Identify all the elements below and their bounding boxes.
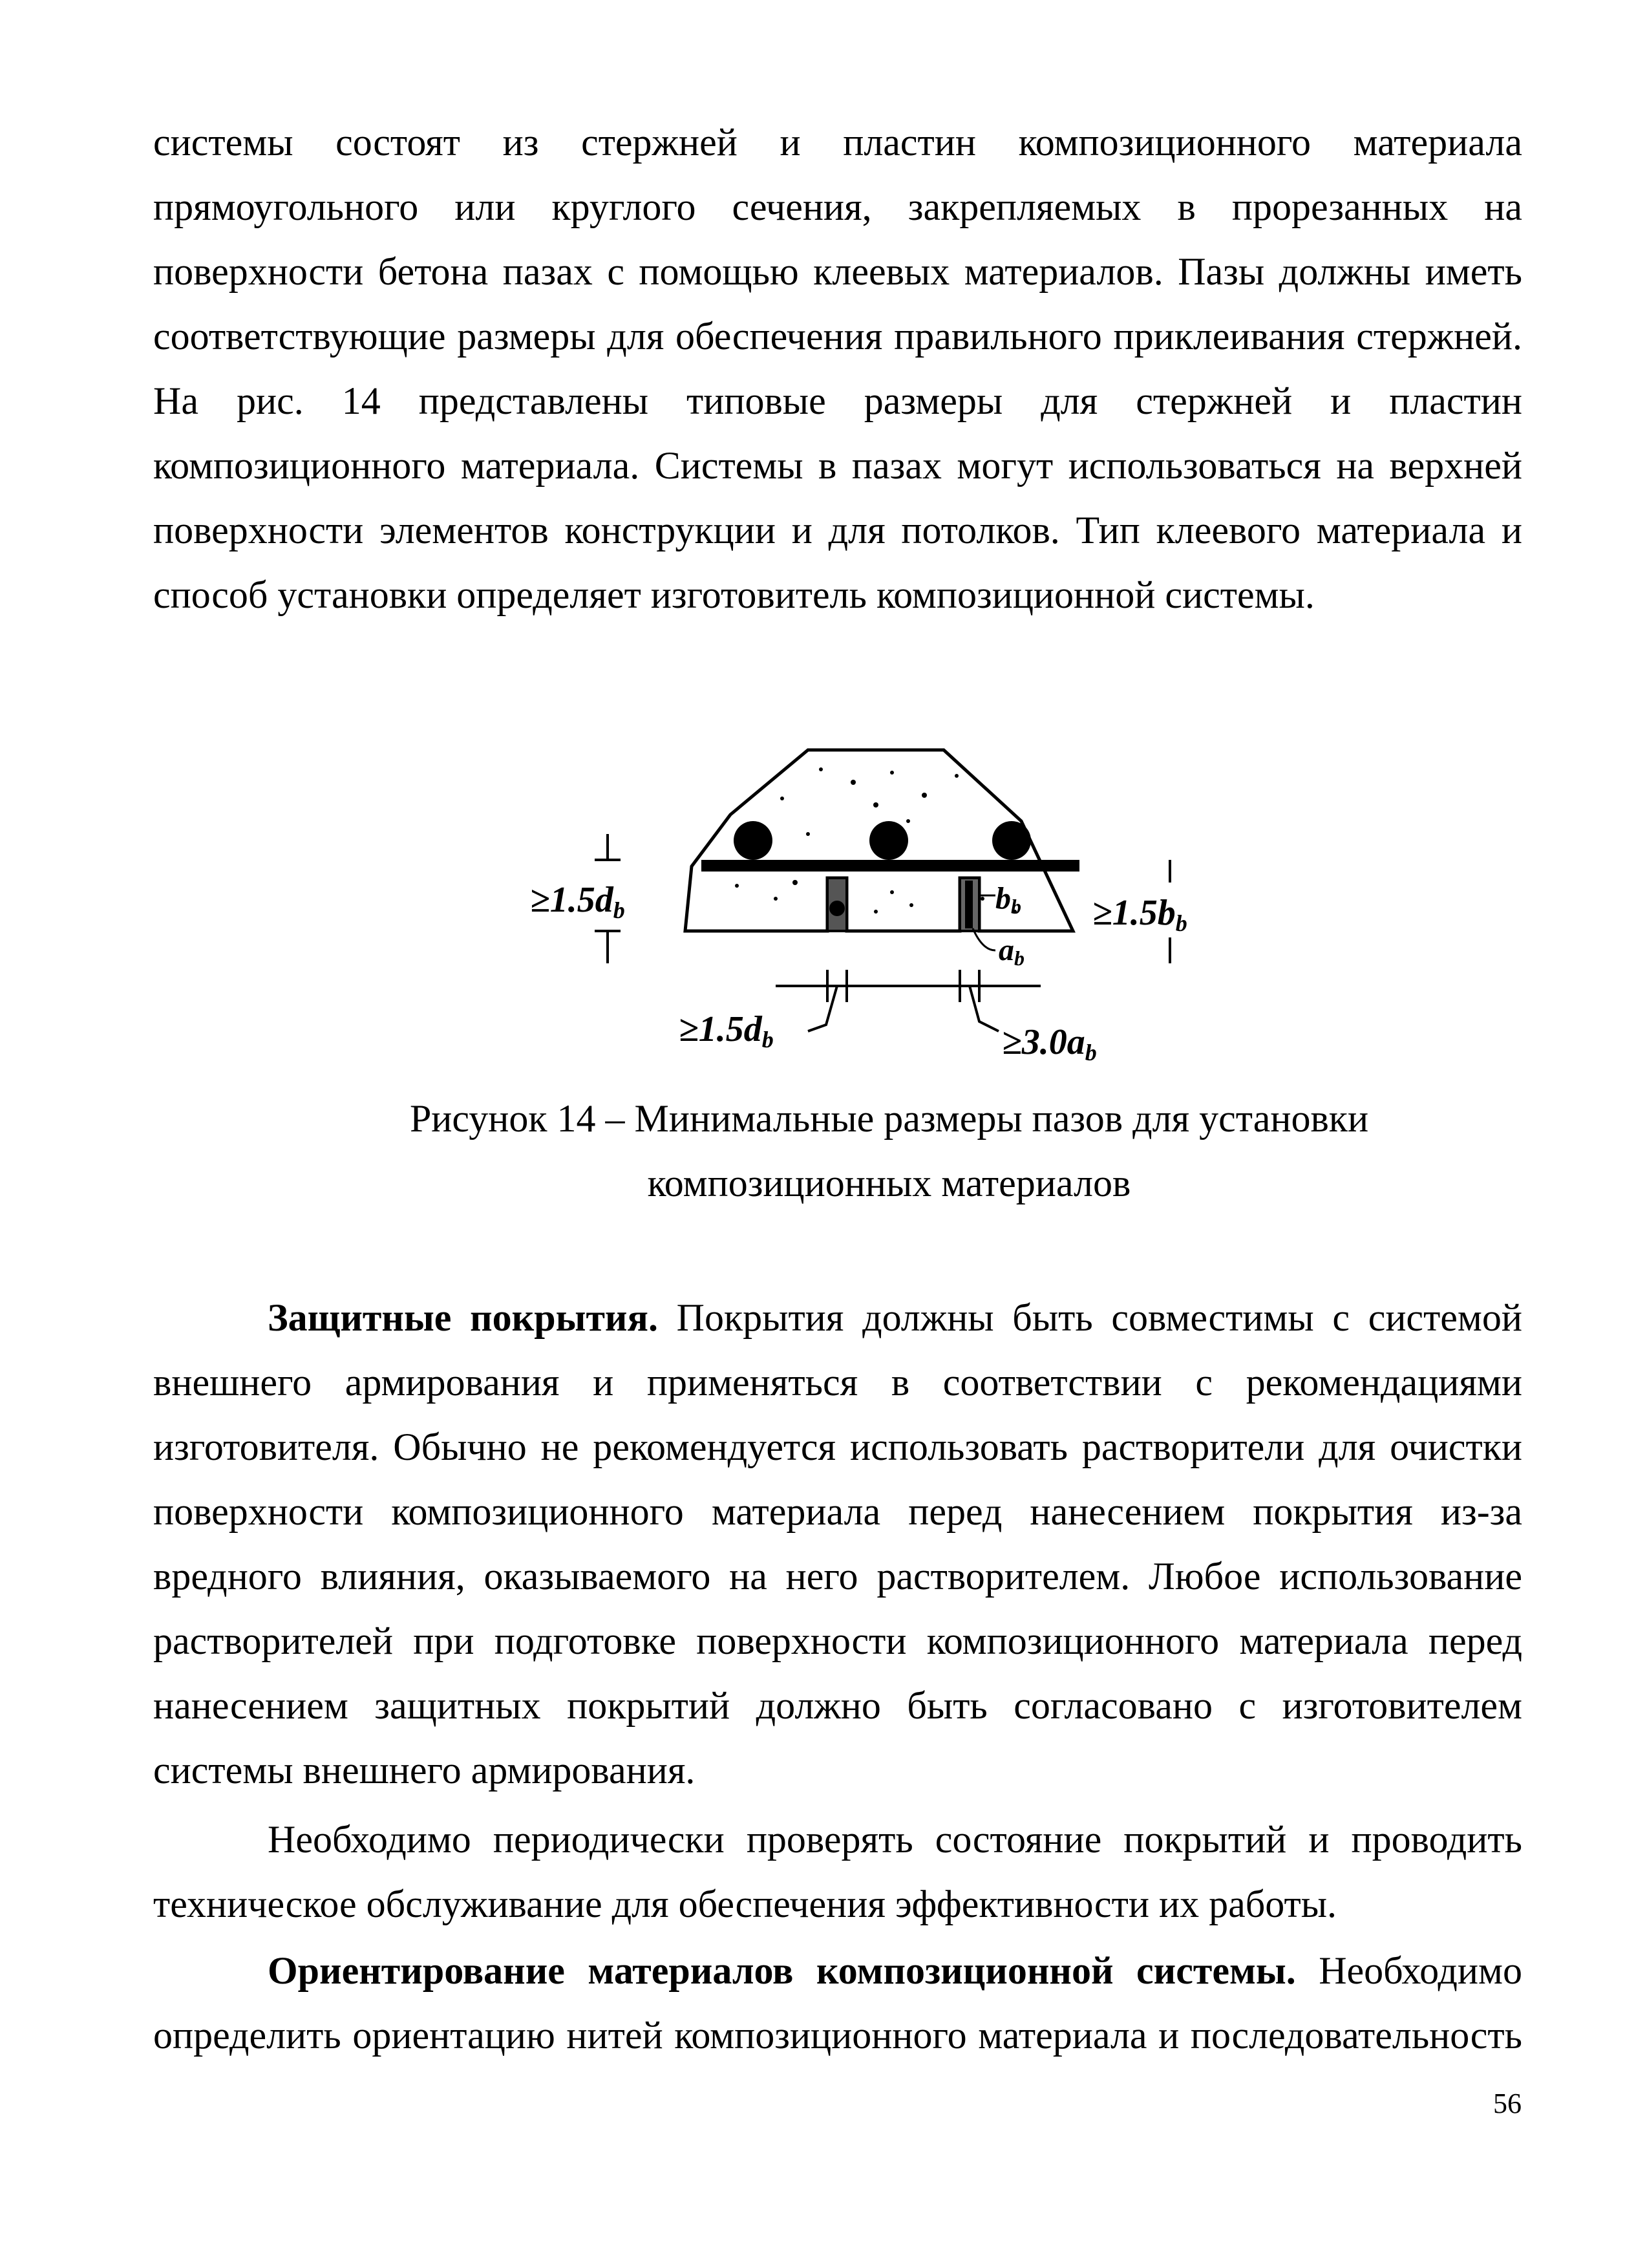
rebar-middle bbox=[869, 821, 908, 860]
bottom-left-dimension-label: ≥1.5db bbox=[679, 1009, 774, 1053]
left-dimension-label: ≥1.5db bbox=[530, 880, 625, 923]
figure-caption-line2: композиционных материалов bbox=[647, 1162, 1131, 1204]
frp-round-bar bbox=[829, 901, 845, 916]
heading-protective-coatings: Защитные покрытия. bbox=[268, 1296, 658, 1339]
figure-caption-line1: Рисунок 14 – Минимальные размеры пазов для установки bbox=[409, 1097, 1369, 1140]
right-dimension-label: ≥1.5bb bbox=[1092, 893, 1187, 936]
bottom-dimension bbox=[776, 970, 1041, 1031]
rebar-right bbox=[992, 821, 1031, 860]
groove-dimensions-figure bbox=[530, 737, 1202, 1073]
page-number: 56 bbox=[1493, 2088, 1522, 2119]
bottom-right-dimension-label: ≥3.0ab bbox=[1002, 1022, 1097, 1065]
groove-width-label: bb bbox=[995, 881, 1021, 918]
frp-strip bbox=[965, 881, 973, 928]
paragraph-orientation bbox=[153, 1938, 1522, 2068]
paragraph-protective-coatings bbox=[153, 1285, 1522, 1803]
text-protective-coatings: Покрытия должны быть совместимы с системой внешнего армирования и применяться в соответствии с рекомендациями изготовителя. Обычно не рекомендуется использовать растворители для очистки поверхности композиционного материала перед нанесением покрытия из-за вредного влияния, оказываемого на него растворителем. Любое использование растворителей при подготовке поверхности композиционного материала перед нанесением защитных покрытий должно быть согласовано с изготовителем системы внешнего армирования. bbox=[153, 1296, 1522, 1792]
rebar-left bbox=[734, 821, 772, 860]
paragraph-maintenance: Необходимо периодически проверять состояние покрытий и проводить техническое обслуживание для обеспечения эффективности их работы. bbox=[153, 1818, 1522, 1925]
paragraph-grooves: системы состоят из стержней и пластин композиционного материала прямоугольного или круглого сечения, закрепляемых в прорезанных на поверхности бетона пазах с помощью клеевых материалов. Пазы должны иметь соответствующие размеры для обеспечения правильного приклеивания стержней. На рис. 14 представлены типовые размеры для стержней и пластин композиционного материала. Системы в пазах могут использоваться на верхней поверхности элементов конструкции и для потолков. Тип клеевого материала и способ установки определяет изготовитель композиционной системы. bbox=[153, 121, 1522, 616]
strip-thickness-label: ab bbox=[999, 933, 1025, 970]
text-orientation: Необходимо определить ориентацию нитей композиционного материала и последовательность bbox=[153, 1949, 1522, 2057]
internal-reinforcement-band bbox=[701, 860, 1079, 872]
heading-orientation: Ориентирование материалов композиционной системы. bbox=[268, 1949, 1296, 1992]
